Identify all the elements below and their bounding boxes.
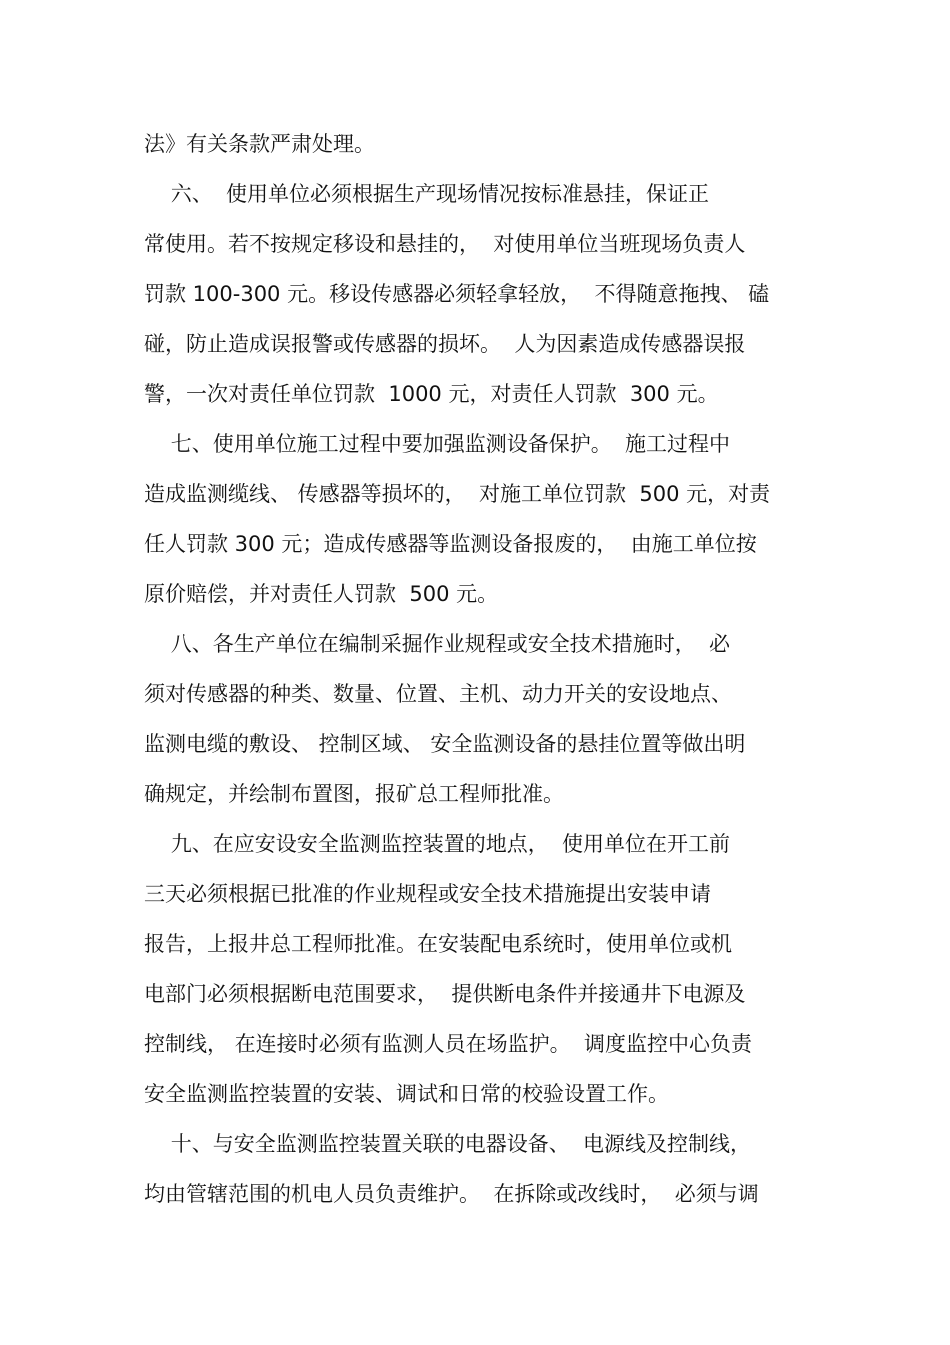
text-line: 常使用。若不按规定移设和悬挂的， 对使用单位当班现场负责人 (144, 232, 746, 256)
text-line: 三天必须根据已批准的作业规程或安全技术措施提出安装申请 (144, 882, 711, 906)
text-line: 警，一次对责任单位罚款 1000 元，对责任人罚款 300 元。 (144, 382, 719, 406)
text-line: 电部门必须根据断电范围要求， 提供断电条件并接通井下电源及 (144, 982, 746, 1006)
text-line: 七、使用单位施工过程中要加强监测设备保护。 施工过程中 (144, 432, 731, 456)
text-line: 六、 使用单位必须根据生产现场情况按标准悬挂，保证正 (144, 182, 710, 206)
text-line: 法》有关条款严肃处理。 (144, 132, 375, 156)
text-line: 任人罚款 300 元；造成传感器等监测设备报废的， 由施工单位按 (144, 532, 757, 556)
text-line: 监测电缆的敷设、 控制区域、 安全监测设备的悬挂位置等做出明 (144, 732, 746, 756)
text-line: 原价赔偿，并对责任人罚款 500 元。 (144, 582, 499, 606)
text-line: 十、与安全监测监控装置关联的电器设备、 电源线及控制线， (144, 1132, 752, 1156)
text-line: 安全监测监控装置的安装、调试和日常的校验设置工作。 (144, 1082, 669, 1106)
text-line: 罚款 100-300 元。移设传感器必须轻拿轻放， 不得随意拖拽、 磕 (144, 282, 770, 306)
text-line: 确规定，并绘制布置图，报矿总工程师批准。 (144, 782, 564, 806)
text-line: 九、在应安设安全监测监控装置的地点， 使用单位在开工前 (144, 832, 731, 856)
text-line: 碰，防止造成误报警或传感器的损坏。 人为因素造成传感器误报 (144, 332, 746, 356)
text-line: 须对传感器的种类、数量、位置、主机、动力开关的安设地点、 (144, 682, 732, 706)
text-line: 八、各生产单位在编制采掘作业规程或安全技术措施时， 必 (144, 632, 731, 656)
text-line: 造成监测缆线、 传感器等损坏的， 对施工单位罚款 500 元，对责 (144, 482, 771, 506)
text-line: 控制线， 在连接时必须有监测人员在场监护。 调度监控中心负责 (144, 1032, 753, 1056)
text-line: 均由管辖范围的机电人员负责维护。 在拆除或改线时， 必须与调 (144, 1182, 759, 1206)
text-line: 报告，上报井总工程师批准。在安装配电系统时，使用单位或机 (144, 932, 732, 956)
